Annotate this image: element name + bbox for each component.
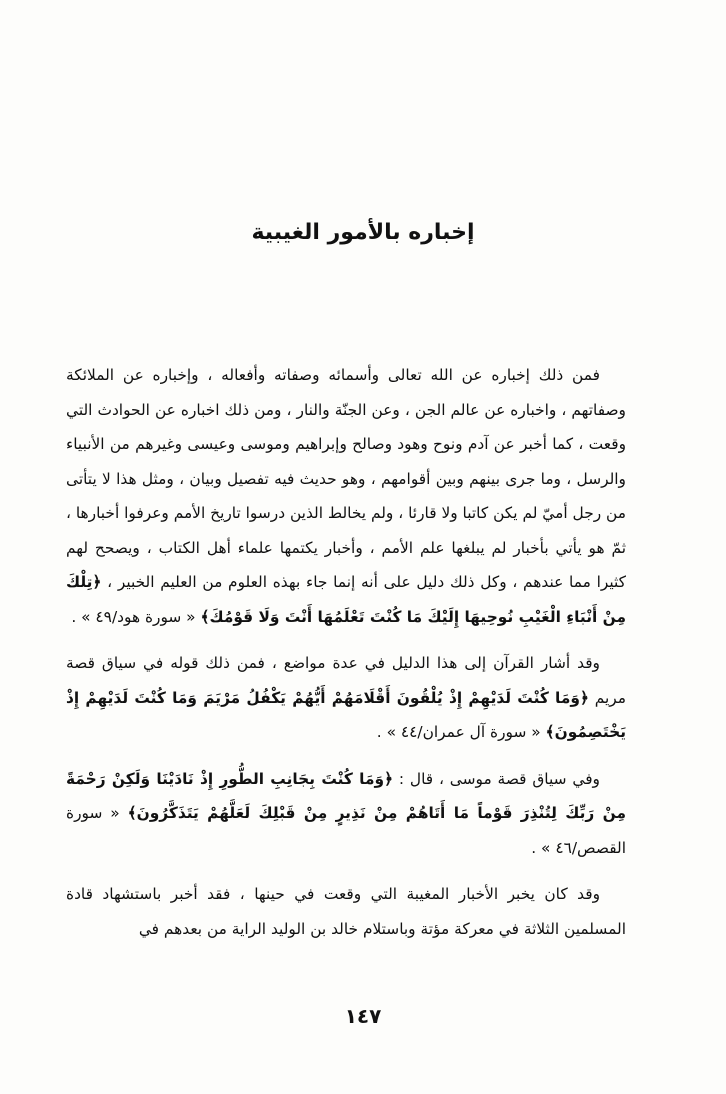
quran-verse: ﴿وَمَا كُنْتَ لَدَيْهِمْ إِذْ يُلْقُونَ أَقْلَامَهُمْ أَيُّهُمْ يَكْفُلُ مَرْيَمَ وَمَا كُنْتَ لَدَيْهِمْ إِذْ يَخْتَصِمُونَ﴾	[66, 688, 626, 741]
paragraph-text: وقد كان يخبر الأخبار المغيبة التي وقعت في حينها ، فقد أخبر باستشهاد قادة المسلمين الثلاثة في معركة مؤتة وباستلام خالد بن الوليد الراية من بعدهم في	[66, 885, 626, 938]
paragraph-4	[66, 877, 626, 946]
paragraph-3	[66, 762, 626, 866]
verse-citation: « سورة القصص/٤٦ » .	[66, 804, 626, 857]
verse-citation: « سورة هود/٤٩ » .	[71, 607, 201, 626]
page-number: ١٤٧	[344, 1004, 382, 1028]
body-text	[66, 358, 626, 946]
paragraph-2	[66, 646, 626, 750]
quran-verse: ﴿تِلْكَ مِنْ أَنْبَاءِ الْغَيْبِ نُوحِيهَا إِلَيْكَ مَا كُنْتَ تَعْلَمُهَا أَنْتَ وَلَا قَوْمُكَ﴾	[66, 573, 626, 626]
paragraph-1	[66, 358, 626, 634]
paragraph-text: وقد أشار القرآن إلى هذا الدليل في عدة مواضع ، فمن ذلك قوله في سياق قصة مريم	[66, 654, 626, 707]
page-title: إخباره بالأمور الغيبية	[251, 219, 475, 245]
paragraph-text: فمن ذلك إخباره عن الله تعالى وأسمائه وصفاته وأفعاله ، وإخباره عن الملائكة وصفاتهم ، واخباره عن عالم الجن ، وعن الجنّة والنار ، ومن ذلك اخباره عن الحوادث التي وقعت ، كما أخبر عن آدم ونوح وهود وصالح وإبراهيم وموسى وعيسى وغيرهم من الأنبياء والرسل ، وما جرى بينهم وبين أقوامهم ، وهو حديث فيه تفصيل وبيان ، ومثل هذا لا يتأتى من رجل أميّ لم يكن كاتبا ولا قارئا ، ولم يخالط الذين درسوا تاريخ الأمم وعرفوا أخبارها ، ثمّ هو يأتي بأخبار لم يبلغها علم الأمم ، وأخبار يكتمها علماء أهل الكتاب ، ويصحح لهم كثيرا مما عندهم ، وكل ذلك دليل على أنه إنما جاء بهذه العلوم من العليم الخبير ،	[66, 366, 626, 591]
verse-citation: « سورة آل عمران/٤٤ » .	[376, 723, 546, 741]
paragraph-text: وفي سياق قصة موسى ، قال :	[393, 769, 600, 788]
quran-verse: ﴿وَمَا كُنْتَ بِجَانِبِ الطُّورِ إِذْ نَادَيْنَا وَلَكِنْ رَحْمَةً مِنْ رَبِّكَ لِتُنْذِرَ قَوْماً مَا أَتَاهُمْ مِنْ نَذِيرٍ مِنْ قَبْلِكَ لَعَلَّهُمْ يَتَذَكَّرُونَ﴾	[66, 769, 626, 822]
